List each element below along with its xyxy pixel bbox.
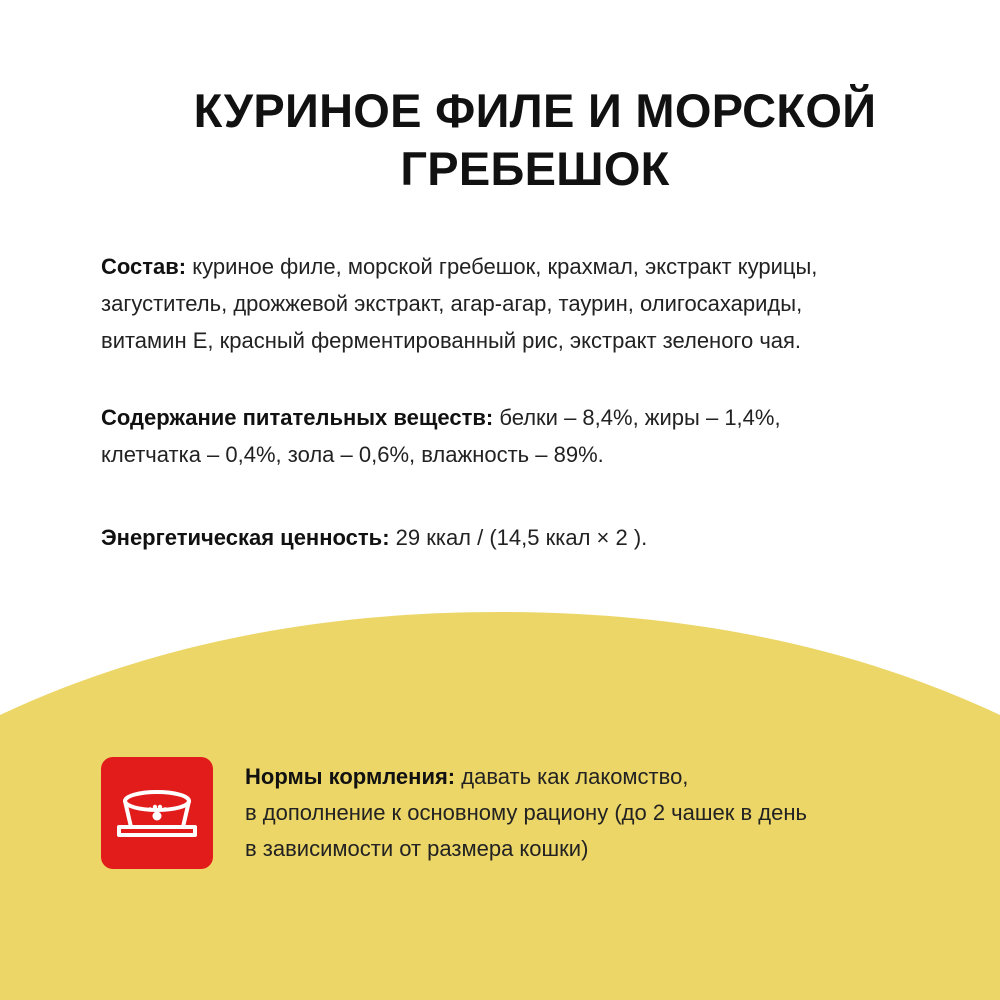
nutrients-label: Содержание питательных веществ: [101, 405, 494, 430]
feeding-text-2: в дополнение к основному рациону (до 2 чашек в день [245, 800, 807, 825]
composition-text-3: витамин Е, красный ферментированный рис, экстракт зеленого чая. [101, 328, 802, 353]
feeding-badge [101, 757, 213, 869]
composition-section [101, 248, 921, 359]
pet-bowl-icon [112, 783, 202, 843]
feeding-text-3: в зависимости от размера кошки) [245, 836, 589, 861]
nutrients-text-1: белки – 8,4%, жиры – 1,4%, [493, 405, 781, 430]
nutrients-section [101, 399, 921, 473]
nutrients-text-2: клетчатка – 0,4%, зола – 0,6%, влажность – 89%. [101, 442, 604, 467]
composition-text-1: куриное филе, морской гребешок, крахмал, экстракт курицы, [186, 254, 818, 279]
feeding-text [245, 759, 905, 867]
page-title [170, 82, 900, 198]
composition-label: Состав: [101, 254, 187, 279]
title-line-1: КУРИНОЕ ФИЛЕ И МОРСКОЙ [193, 84, 877, 137]
energy-value: 29 ккал / (14,5 ккал × 2 ). [389, 525, 648, 550]
title-line-2: ГРЕБЕШОК [400, 142, 670, 195]
energy-label: Энергетическая ценность: [101, 525, 390, 550]
energy-section [101, 519, 921, 556]
feeding-text-1: давать как лакомство, [455, 764, 689, 789]
feeding-label: Нормы кормления: [245, 764, 456, 789]
composition-text-2: загуститель, дрожжевой экстракт, агар-агар, таурин, олигосахариды, [101, 291, 803, 316]
